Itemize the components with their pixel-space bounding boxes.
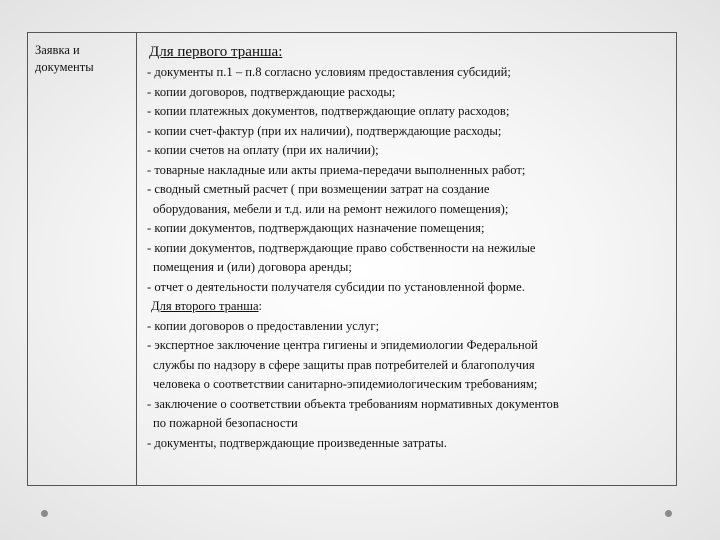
list-item-continuation: человека о соответствии санитарно-эпидемиологическим требованиям; <box>153 377 538 391</box>
first-tranche-heading: Для первого транша: <box>149 44 283 60</box>
list-item: - копии документов, подтверждающих назначение помещения; <box>147 221 485 235</box>
list-item: - копии договоров, подтверждающие расходы; <box>147 84 396 99</box>
list-item-continuation: по пожарной безопасности <box>153 416 298 430</box>
list-item: - отчет о деятельности получателя субсидии по установленной форме. <box>147 279 525 294</box>
list-item: - копии документов, подтверждающие право собственности на нежилые <box>147 240 536 255</box>
list-item: - документы п.1 – п.8 согласно условиям предоставления субсидий; <box>147 65 511 79</box>
list-item: - документы, подтверждающие произведенные затраты. <box>147 435 447 450</box>
list-item: - экспертное заключение центра гигиены и эпидемиологии Федеральной <box>147 338 538 352</box>
label-line-1: Заявка и <box>35 43 80 57</box>
documents-table <box>27 32 677 486</box>
second-tranche-heading-text: Для второго транша <box>151 299 259 313</box>
list-item: - сводный сметный расчет ( при возмещении затрат на создание <box>147 182 490 196</box>
list-item: - копии платежных документов, подтверждающие оплату расходов; <box>147 104 510 118</box>
list-item: - копии счет-фактур (при их наличии), подтверждающие расходы; <box>147 123 502 138</box>
list-item: - копии счетов на оплату (при их наличии); <box>147 143 379 157</box>
label-line-2: документы <box>35 60 94 74</box>
list-item: - копии договоров о предоставлении услуг; <box>147 318 380 333</box>
list-item: - товарные накладные или акты приема-передачи выполненных работ; <box>147 162 526 177</box>
content-cell <box>137 33 676 485</box>
list-item: - заключение о соответствии объекта требованиям нормативных документов <box>147 396 559 411</box>
list-item-continuation: помещения и (или) договора аренды; <box>153 260 352 274</box>
bullet-dot-icon <box>665 510 672 517</box>
list-item-continuation: оборудования, мебели и т.д. или на ремонт нежилого помещения); <box>153 201 509 216</box>
second-tranche-heading-colon: : <box>258 299 263 313</box>
list-item-continuation: службы по надзору в сфере защиты прав потребителей и благополучия <box>153 357 535 372</box>
second-tranche-heading <box>147 297 670 317</box>
label-cell <box>28 33 137 485</box>
bullet-dot-icon <box>41 510 48 517</box>
